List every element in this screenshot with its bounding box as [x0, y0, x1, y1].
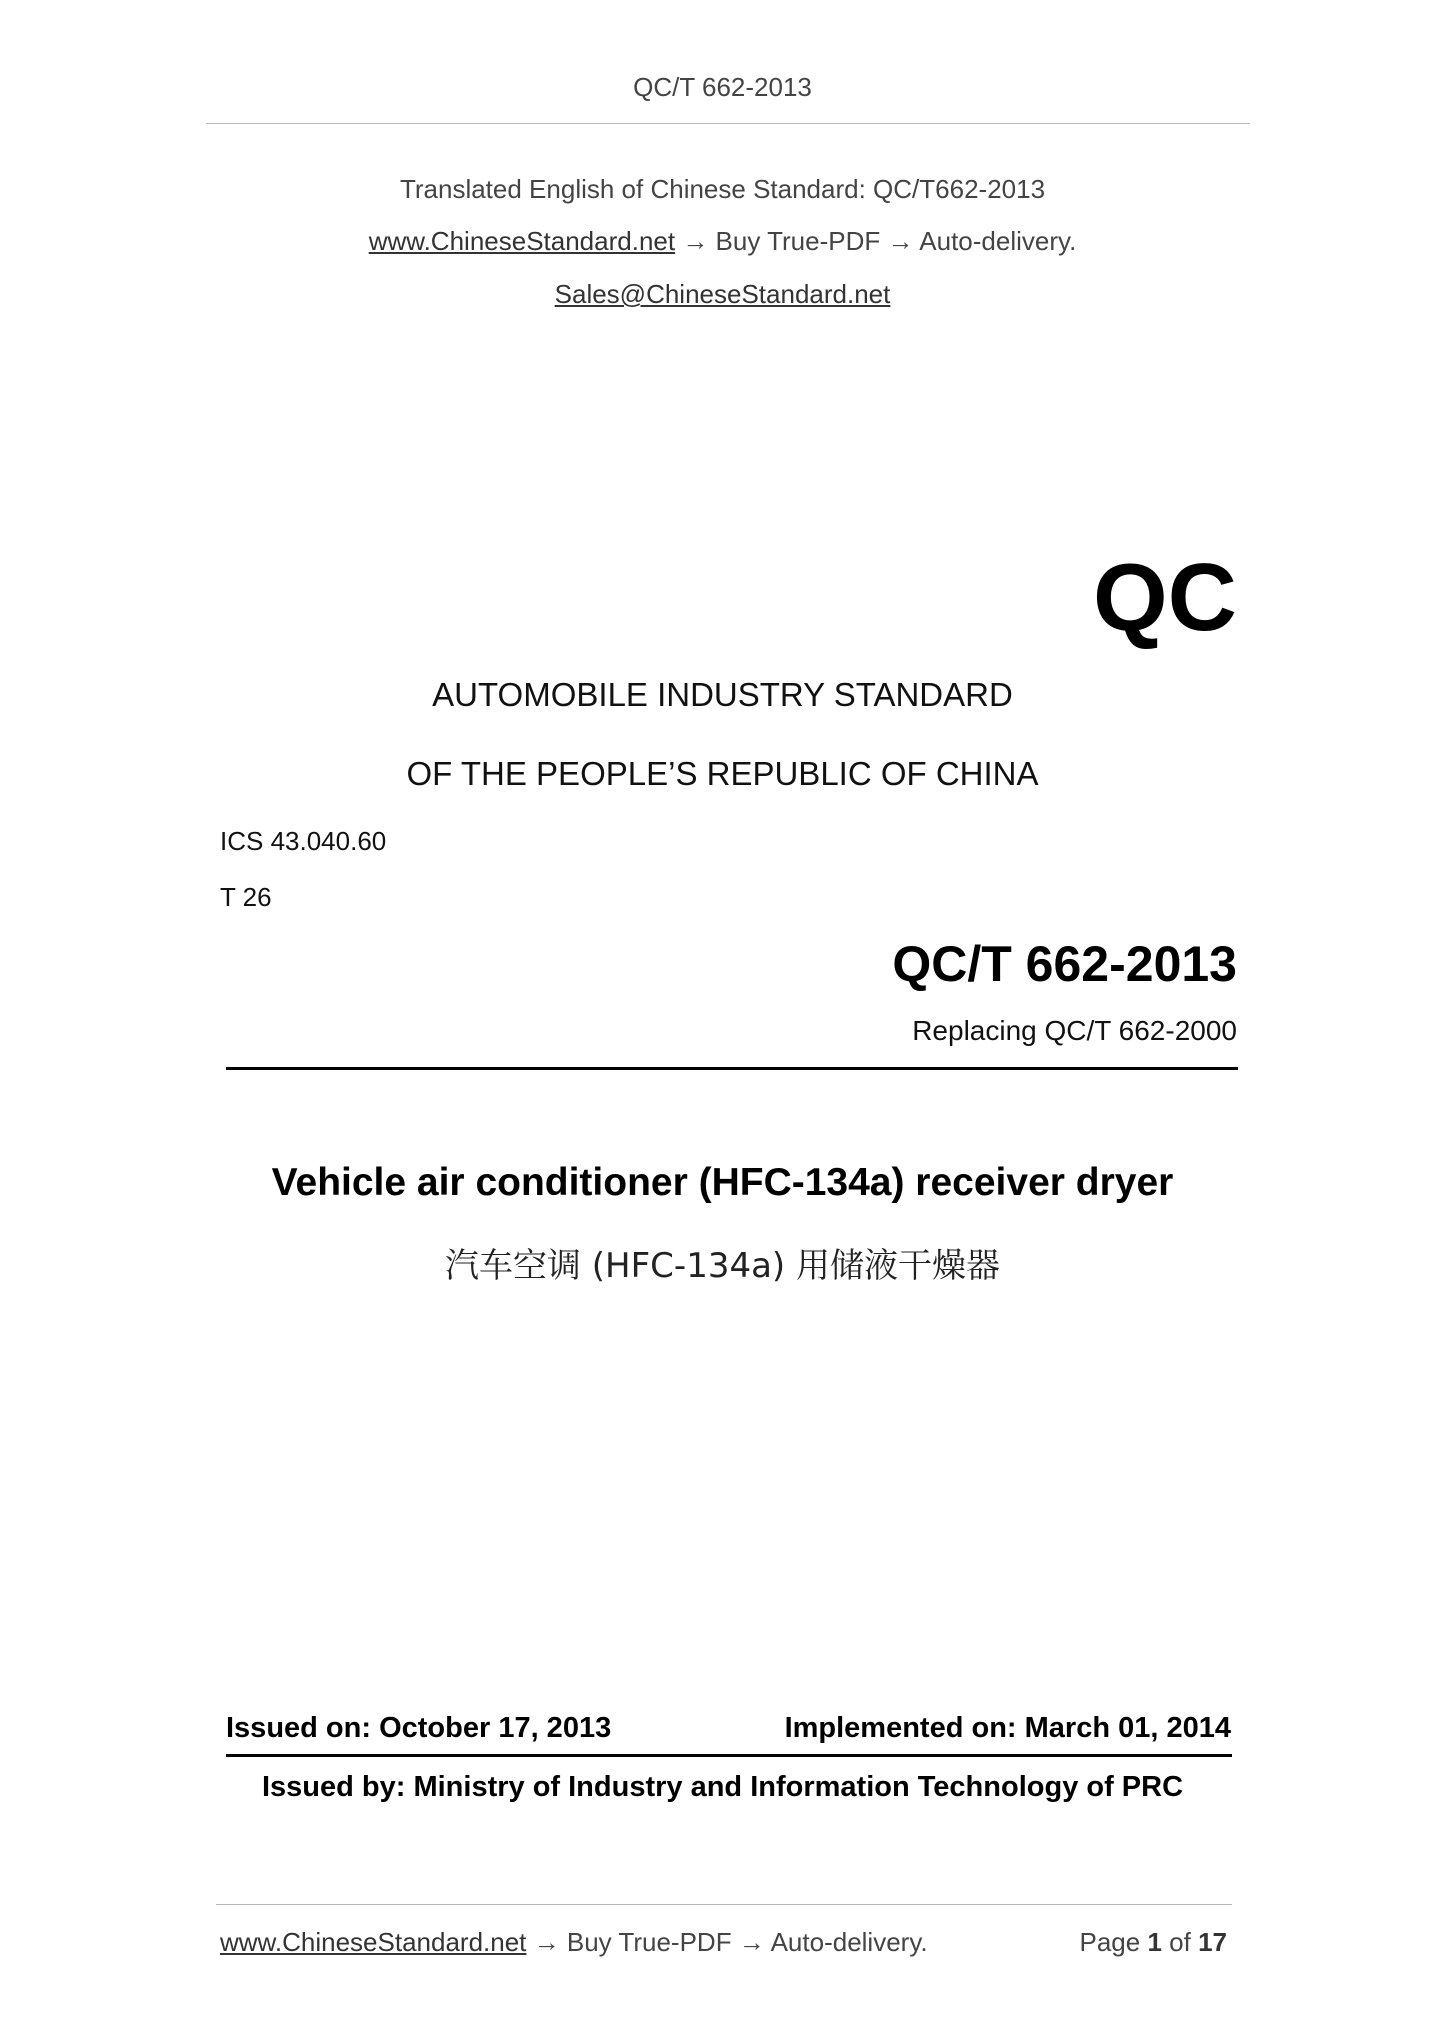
footer-promo [220, 1927, 928, 1958]
footer-divider [216, 1904, 1232, 1905]
buy-line [0, 226, 1445, 257]
header-divider [206, 123, 1250, 124]
implemented-on: Implemented on: March 01, 2014 [784, 1712, 1231, 1744]
running-header: QC/T 662-2013 [633, 72, 812, 102]
title-divider [226, 1067, 1238, 1070]
ccs-code: T 26 [220, 882, 272, 912]
footer-site-link[interactable]: www.ChineseStandard.net [220, 1927, 527, 1957]
issued-on: Issued on: October 17, 2013 [226, 1712, 612, 1744]
sales-email-link[interactable]: Sales@ChineseStandard.net [554, 279, 891, 309]
org-title-line2: OF THE PEOPLE’S REPUBLIC OF CHINA [406, 755, 1039, 792]
footer-buy-text: → Buy True-PDF → Auto-delivery. [533, 1927, 928, 1957]
buy-text: → Buy True-PDF → Auto-delivery. [682, 226, 1077, 256]
ics-code: ICS 43.040.60 [220, 826, 387, 856]
page-indicator [1079, 1927, 1227, 1958]
translated-notice: Translated English of Chinese Standard: QC/T662-2013 [399, 174, 1046, 204]
issued-by: Issued by: Ministry of Industry and Information Technology of PRC [261, 1771, 1184, 1803]
page-of: of [1169, 1927, 1191, 1957]
standard-number: QC/T 662-2013 [892, 936, 1237, 992]
sales-line [0, 279, 1445, 310]
issue-divider [226, 1754, 1232, 1757]
document-title-en: Vehicle air conditioner (HFC-134a) receiver dryer [271, 1161, 1174, 1204]
page-current: 1 [1147, 1927, 1162, 1957]
page-total: 17 [1198, 1927, 1227, 1957]
replacing-note: Replacing QC/T 662-2000 [912, 1015, 1237, 1046]
page-label: Page [1079, 1927, 1141, 1957]
org-title-line1: AUTOMOBILE INDUSTRY STANDARD [432, 676, 1013, 713]
site-link[interactable]: www.ChineseStandard.net [368, 226, 676, 256]
standard-logo: QC [1093, 544, 1237, 651]
document-title-zh: 汽车空调 (HFC-134a) 用储液干燥器 [444, 1246, 1000, 1286]
